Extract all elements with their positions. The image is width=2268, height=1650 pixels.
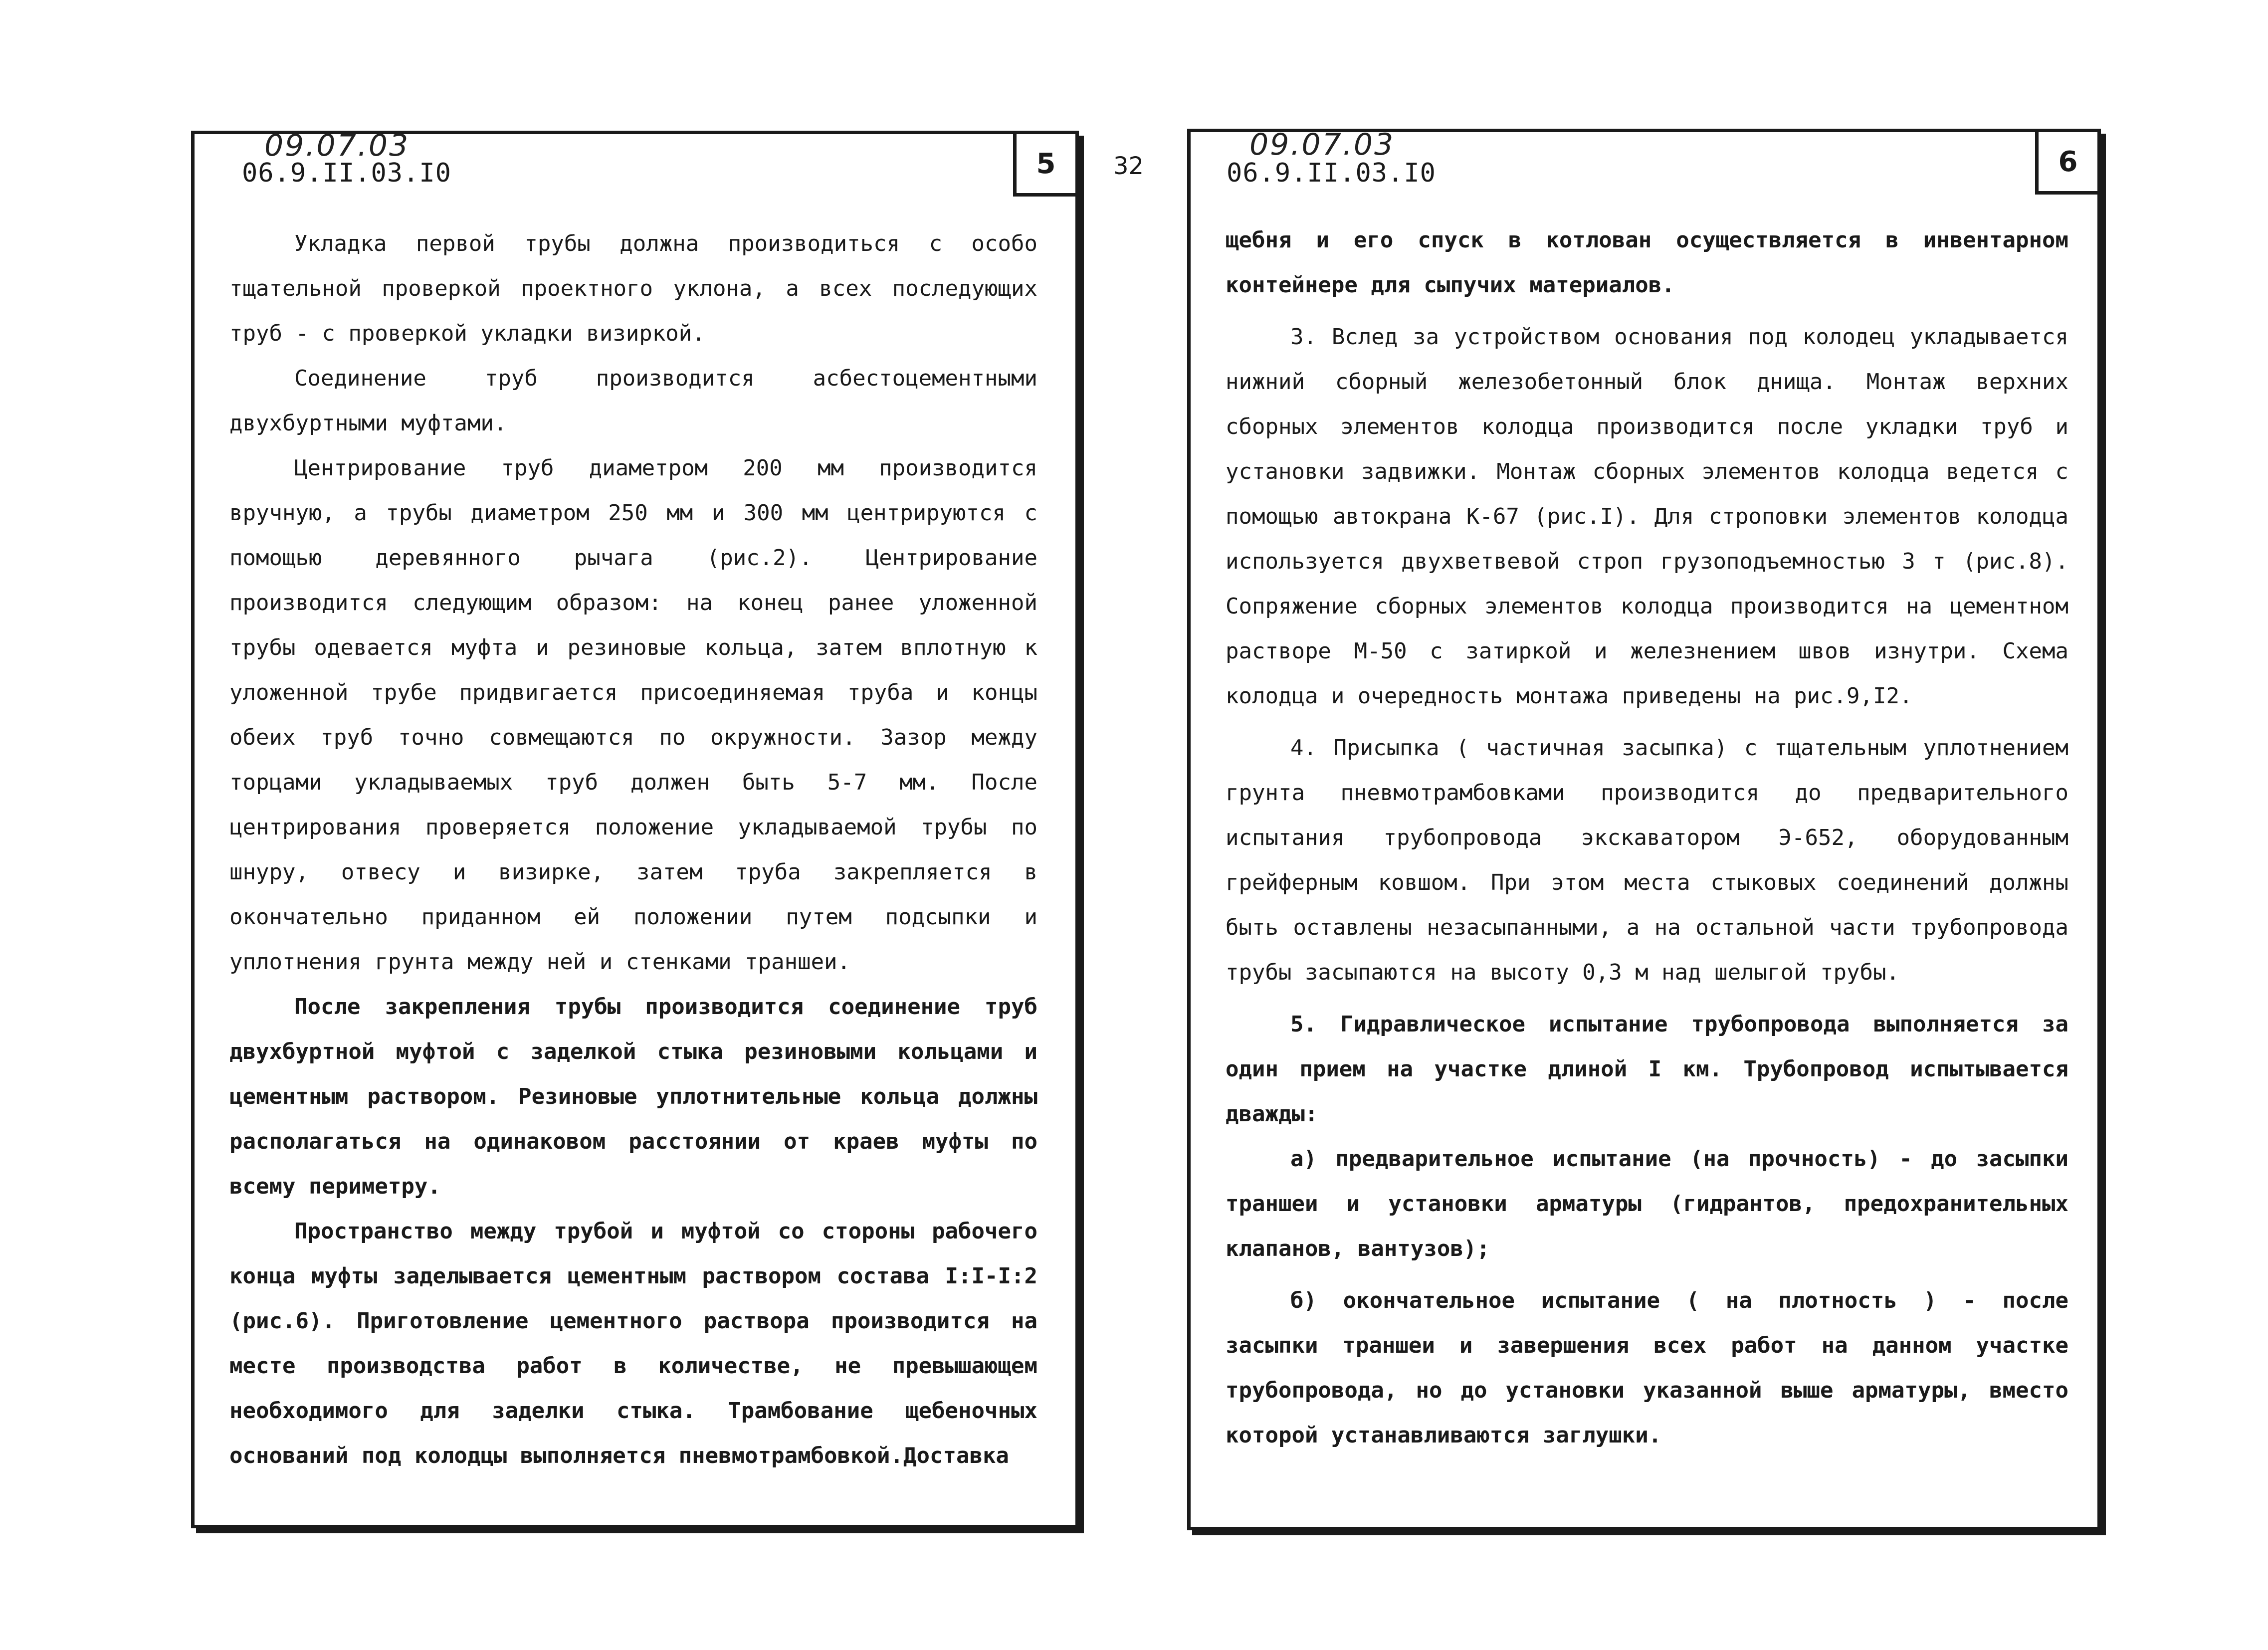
paragraph: 5. Гидравлическое испытание трубопровода выполняется за один прием на участке длиной I км. Трубопровод испытывается дважды:: [1226, 1012, 2068, 1127]
right-document-code: 06.9.II.03.I0: [1227, 158, 1436, 188]
paragraph: Соединение труб производится асбестоцементными двухбуртными муфтами.: [229, 366, 1037, 436]
paragraph: 3. Вслед за устройством основания под колодец укладывается нижний сборный железобетонный блок днища. Монтаж верхних сборных элементов колодца производится после укладки труб и установки задвижки. Монтаж сборных элементов колодца ведется с помощью автокрана К-67 (рис.I). Для строповки элементов колодца используется двухветвевой строп грузоподъемностью 3 т (рис.8). Сопряжение сборных элементов колодца производится на цементном растворе М-50 с затиркой и железнением швов изнутри. Схема колодца и очередность монтажа приведены на рис.9,I2.: [1226, 324, 2068, 709]
paragraph: а) предварительное испытание (на прочность) - до засыпки траншеи и установки арматуры (гидрантов, предохранительных клапанов, вантузов);: [1226, 1146, 2068, 1261]
left-body-text: [229, 221, 1037, 1478]
paragraph: 4. Присыпка ( частичная засыпка) с тщательным уплотнением грунта пневмотрамбовками производится до предварительного испытания трубопровода экскаватором Э-652, оборудованным грейферным ковшом. При этом места стыковых соединений должны быть оставлены незасыпанными, а на остальной части трубопровода трубы засыпаются на высоту 0,3 м над шелыгой трубы.: [1226, 735, 2068, 985]
paragraph: Укладка первой трубы должна производиться с особо тщательной проверкой проектного уклона, а всех последующих труб - с проверкой укладки визиркой.: [229, 231, 1037, 346]
paragraph: щебня и его спуск в котлован осуществляется в инвентарном контейнере для сыпучих материалов.: [1226, 227, 2068, 298]
right-body-text: [1226, 218, 2068, 1458]
right-handwritten-code: 09.07.03: [1249, 127, 1395, 162]
paragraph: Центрирование труб диаметром 200 мм производится вручную, а трубы диаметром 250 мм и 300 мм центрируются с помощью деревянного рычага (рис.2). Центрирование производится следующим образом: на конец ранее уложенной трубы одевается муфта и резиновые кольца, затем вплотную к уложенной трубе придвигается присоединяемая труба и концы обеих труб точно совмещаются по окружности. Зазор между торцами укладываемых труб должен быть 5-7 мм. После центрирования проверяется положение укладываемой трубы по шнуру, отвесу и визирке, затем труба закрепляется в окончательно приданном ей положении путем подсыпки и уплотнения грунта между ней и стенками траншеи.: [229, 455, 1037, 975]
paragraph: После закрепления трубы производится соединение труб двухбуртной муфтой с заделкой стыка резиновыми кольцами и цементным раствором. Резиновые уплотнительные кольца должны располагаться на одинаковом расстоянии от краев муфты по всему периметру.: [229, 994, 1037, 1199]
book-page-number: 32: [1113, 152, 1144, 180]
left-sheet-number: 5: [1013, 134, 1075, 197]
right-document-page: [1187, 129, 2101, 1530]
right-sheet-number: 6: [2035, 132, 2097, 195]
left-document-page: [191, 128, 1079, 1528]
paragraph: Пространство между трубой и муфтой со стороны рабочего конца муфты заделывается цементным раствором состава I:I-I:2 (рис.6). Приготовление цементного раствора производится на месте производства работ в количестве, не превышающем необходимого для заделки стыка. Трамбование щебеночных оснований под колодцы выполняется пневмотрамбовкой.Доставка: [229, 1219, 1037, 1468]
left-handwritten-code: 09.07.03: [264, 128, 410, 163]
left-document-code: 06.9.II.03.I0: [242, 158, 451, 188]
paragraph: б) окончательное испытание ( на плотность ) - после засыпки траншеи и завершения всех работ на данном участке трубопровода, но до установки указанной выше арматуры, вместо которой устанавливаются заглушки.: [1226, 1288, 2068, 1448]
